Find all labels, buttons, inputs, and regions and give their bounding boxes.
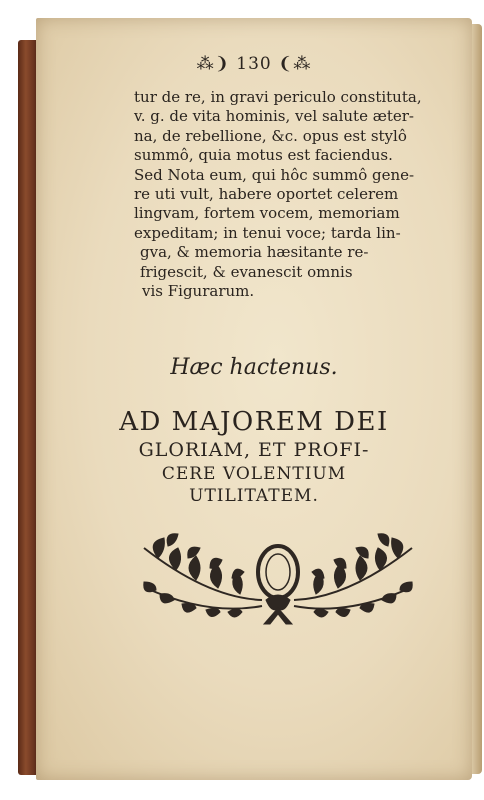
page-number: 130 (236, 54, 272, 74)
page-edge (472, 24, 482, 774)
text-line: summô, quia motus est faciendus. (134, 146, 393, 165)
text-line: expeditam; in tenui voce; tarda lin- (134, 223, 401, 242)
dedication-line: CERE VOLENTIUM (161, 464, 347, 484)
text-line: re uti vult, habere oportet celerem (134, 185, 399, 204)
text-line: vis Figurarum. (142, 282, 255, 301)
text-line: lingvam, fortem vocem, memoriam (134, 204, 400, 223)
page-header (36, 54, 472, 74)
book-page (36, 18, 472, 780)
closing-phrase: Hæc hactenus. (170, 355, 338, 380)
laurel-wreath-ornament (138, 528, 418, 628)
text-line: na, de rebellione, &c. opus est stylô (134, 126, 407, 145)
header-left-ornament: ⁂❩ (196, 54, 230, 74)
text-line: tur de re, in gravi periculo constituta, (134, 88, 422, 106)
dedication-line: GLORIAM, ET PROFI- (138, 439, 370, 461)
text-line: v. g. de vita hominis, vel salute æter- (134, 107, 414, 126)
text-line: frigescit, & evanescit omnis (140, 262, 353, 281)
dedication-line: AD MAJOREM DEI (119, 407, 389, 437)
text-line: gva, & memoria hæsitante re- (140, 243, 369, 262)
header-right-ornament: ❨⁂ (278, 54, 312, 74)
body-text (134, 88, 454, 301)
dedication-block (36, 406, 472, 507)
dedication-line: UTILITATEM. (189, 486, 319, 506)
text-line: Sed Nota eum, qui hôc summô gene- (134, 165, 415, 184)
